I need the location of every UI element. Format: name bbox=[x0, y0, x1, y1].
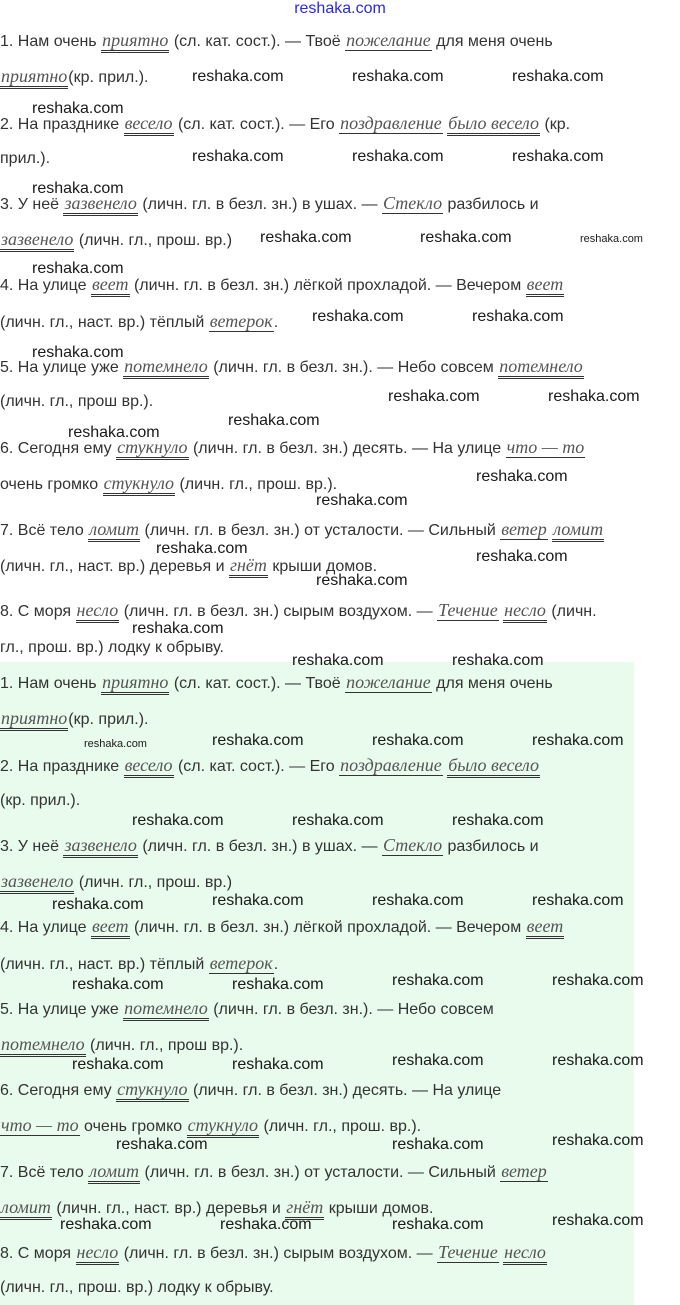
watermark: reshaka.com bbox=[552, 1132, 644, 1149]
watermark: reshaka.com bbox=[52, 896, 144, 913]
watermark: reshaka.com bbox=[512, 68, 604, 85]
sentence-8-line-2 bbox=[0, 1276, 274, 1300]
text: 7. Всё тело bbox=[0, 522, 89, 539]
text: очень громко bbox=[0, 476, 103, 493]
predicate-word: ломит bbox=[88, 519, 140, 542]
watermark: reshaka.com bbox=[232, 976, 324, 993]
watermark: reshaka.com bbox=[132, 812, 224, 829]
watermark: reshaka.com bbox=[312, 308, 404, 325]
text: 6. Сегодня ему bbox=[0, 1082, 117, 1099]
text: (личн. гл. в безл. зн.) сырым воздухом. — bbox=[119, 603, 438, 620]
watermark: reshaka.com bbox=[116, 1136, 208, 1153]
text: (личн. гл., прош. вр.) bbox=[74, 874, 233, 891]
text: (сл. кат. сост.). — Твоё bbox=[169, 675, 346, 692]
predicate-word: приятно bbox=[0, 708, 68, 731]
text: (личн. гл., прош вр.). bbox=[85, 1037, 244, 1054]
watermark: reshaka.com bbox=[32, 260, 124, 277]
text: 8. С моря bbox=[0, 1245, 76, 1262]
text: (личн. bbox=[546, 603, 597, 620]
watermark: reshaka.com bbox=[476, 548, 568, 565]
watermark: reshaka.com bbox=[352, 148, 444, 165]
text: (кр. прил.). bbox=[68, 69, 149, 86]
subject-word: пожелание bbox=[346, 30, 431, 50]
watermark: reshaka.com bbox=[552, 1212, 644, 1229]
text: 3. У неё bbox=[0, 838, 64, 855]
watermark: reshaka.com bbox=[452, 652, 544, 669]
text: для меня очень bbox=[431, 675, 553, 692]
subject-word: что — то bbox=[1, 1115, 79, 1135]
sentence-6-line-1 bbox=[0, 1077, 501, 1103]
predicate-word: несло bbox=[503, 1242, 547, 1265]
text: (кр. прил.). bbox=[0, 792, 81, 809]
predicate-word: зазвенело bbox=[0, 871, 74, 894]
predicate-word: веет bbox=[91, 274, 130, 297]
predicate-word: стукнуло bbox=[103, 473, 175, 496]
watermark: reshaka.com bbox=[372, 732, 464, 749]
sentence-1-line-1 bbox=[0, 670, 553, 696]
text: . bbox=[273, 956, 279, 973]
text: 7. Всё тело bbox=[0, 1164, 89, 1181]
watermark: reshaka.com bbox=[420, 229, 512, 246]
text: 1. Нам очень bbox=[0, 675, 102, 692]
sentence-2-line-2 bbox=[0, 789, 80, 813]
watermark: reshaka.com bbox=[156, 540, 248, 557]
text: 3. У неё bbox=[0, 196, 64, 213]
watermark: reshaka.com bbox=[192, 68, 284, 85]
predicate-word: зазвенело bbox=[0, 229, 74, 252]
predicate-word: гнёт bbox=[285, 1197, 324, 1220]
text: очень громко bbox=[79, 1118, 187, 1135]
text: 4. На улице bbox=[0, 277, 91, 294]
predicate-word: веет bbox=[526, 274, 565, 297]
watermark: reshaka.com bbox=[532, 892, 624, 909]
watermark: reshaka.com bbox=[392, 1216, 484, 1233]
predicate-word: было весело bbox=[447, 755, 540, 778]
predicate-word: приятно bbox=[101, 672, 169, 695]
sentence-7-line-1 bbox=[0, 1159, 548, 1185]
watermark: reshaka.com bbox=[260, 229, 352, 246]
predicate-word: несло bbox=[76, 1242, 120, 1265]
watermark: reshaka.com bbox=[552, 972, 644, 989]
text: 2. На празднике bbox=[0, 116, 124, 133]
watermark: reshaka.com bbox=[192, 148, 284, 165]
watermark: reshaka.com bbox=[212, 892, 304, 909]
text: (сл. кат. сост.). — Его bbox=[173, 116, 340, 133]
watermark: reshaka.com bbox=[72, 976, 164, 993]
subject-word: пожелание bbox=[346, 672, 431, 692]
subject-word: Стекло bbox=[382, 835, 443, 855]
watermark: reshaka.com bbox=[220, 1216, 312, 1233]
text: (личн. гл. в безл. зн.) от усталости. — Сильный bbox=[140, 522, 501, 539]
predicate-word: потемнело bbox=[123, 356, 209, 379]
subject-word: поздравление bbox=[340, 113, 442, 133]
watermark: reshaka.com bbox=[84, 738, 147, 750]
text: (личн. гл., прош вр.). bbox=[0, 393, 154, 410]
subject-word: ветерок bbox=[209, 311, 273, 331]
text: крыши домов. bbox=[324, 1200, 434, 1217]
text: для меня очень bbox=[431, 33, 553, 50]
predicate-word: зазвенело bbox=[63, 835, 137, 858]
text: (личн. гл., наст. вр.) деревья и bbox=[51, 1200, 286, 1217]
watermark: reshaka.com bbox=[392, 972, 484, 989]
predicate-word: несло bbox=[503, 600, 547, 623]
sentence-4-line-1 bbox=[0, 914, 564, 940]
text: разбилось и bbox=[443, 838, 539, 855]
sentence-8-line-1 bbox=[0, 1240, 547, 1266]
watermark: reshaka.com bbox=[292, 652, 384, 669]
subject-word: что — то bbox=[506, 437, 585, 457]
predicate-word: потемнело bbox=[0, 1034, 86, 1057]
text: (личн. гл. в безл. зн.). — Небо совсем bbox=[208, 1001, 494, 1018]
predicate-word: весело bbox=[124, 755, 174, 778]
subject-word: поздравление bbox=[340, 755, 442, 775]
text: (личн. гл., наст. вр.) деревья и bbox=[0, 558, 229, 575]
watermark: reshaka.com bbox=[132, 620, 224, 637]
watermark: reshaka.com bbox=[388, 388, 480, 405]
sentence-3-line-1 bbox=[0, 833, 539, 859]
subject-word: Течение bbox=[438, 600, 498, 620]
watermark: reshaka.com bbox=[32, 100, 124, 117]
watermark: reshaka.com bbox=[228, 412, 320, 429]
watermark: reshaka.com bbox=[316, 492, 408, 509]
text: (сл. кат. сост.). — Твоё bbox=[169, 33, 346, 50]
sentence-5-line-1 bbox=[0, 996, 494, 1022]
text: (кр. прил.). bbox=[68, 711, 149, 728]
text: (личн. гл., прош. вр.) bbox=[74, 232, 233, 249]
watermark: reshaka.com bbox=[72, 1056, 164, 1073]
text: разбилось и bbox=[443, 196, 539, 213]
predicate-word: ломит bbox=[552, 519, 604, 542]
text: 4. На улице bbox=[0, 919, 91, 936]
text: (личн. гл. в безл. зн.) десять. — На улице bbox=[188, 1082, 502, 1099]
text: (личн. гл. в безл. зн.) в ушах. — bbox=[137, 838, 382, 855]
watermark: reshaka.com bbox=[512, 148, 604, 165]
predicate-word: потемнело bbox=[123, 998, 209, 1021]
predicate-word: стукнуло bbox=[116, 437, 188, 460]
watermark: reshaka.com bbox=[472, 308, 564, 325]
watermark: reshaka.com bbox=[476, 468, 568, 485]
text: (личн. гл. в безл. зн.) лёгкой прохладой. — Вечером bbox=[129, 919, 526, 936]
watermark: reshaka.com bbox=[392, 1136, 484, 1153]
subject-word: ветер bbox=[501, 519, 547, 539]
text: 1. Нам очень bbox=[0, 33, 102, 50]
text: (личн. гл. в безл. зн.) десять. — На улице bbox=[188, 440, 506, 457]
predicate-word: весело bbox=[124, 113, 174, 136]
watermark: reshaka.com bbox=[32, 344, 124, 361]
text: (кр. bbox=[540, 116, 571, 133]
watermark: reshaka.com bbox=[580, 233, 643, 245]
watermark: reshaka.com bbox=[452, 812, 544, 829]
watermark: reshaka.com bbox=[60, 1216, 152, 1233]
text: (личн. гл., наст. вр.) тёплый bbox=[0, 956, 209, 973]
text: 5. На улице уже bbox=[0, 1001, 124, 1018]
text: (личн. гл. в безл. зн.). — Небо совсем bbox=[208, 359, 499, 376]
sentence-4-line-2 bbox=[0, 951, 278, 977]
predicate-word: приятно bbox=[0, 66, 68, 89]
predicate-word: зазвенело bbox=[63, 193, 137, 216]
text: крыши домов. bbox=[267, 558, 378, 575]
watermark: reshaka.com bbox=[68, 424, 160, 441]
text: (личн. гл. в безл. зн.) лёгкой прохладой. — Вечером bbox=[129, 277, 526, 294]
watermark: reshaka.com bbox=[316, 572, 408, 589]
text: гл., прош. вр.) лодку к обрыву. bbox=[0, 639, 224, 656]
text: (личн. гл. в безл. зн.) в ушах. — bbox=[137, 196, 382, 213]
predicate-word: несло bbox=[76, 600, 120, 623]
predicate-word: стукнуло bbox=[187, 1115, 259, 1138]
text: (личн. гл., наст. вр.) тёплый bbox=[0, 314, 209, 331]
predicate-word: гнёт bbox=[229, 555, 268, 578]
sentence-6-line-2 bbox=[0, 1113, 421, 1139]
watermark: reshaka.com bbox=[232, 1056, 324, 1073]
subject-word: Течение bbox=[438, 1242, 498, 1262]
subject-word: ветер bbox=[501, 1161, 547, 1181]
text: (личн. гл. в безл. зн.) от усталости. — Сильный bbox=[140, 1164, 501, 1181]
watermark: reshaka.com bbox=[212, 732, 304, 749]
site-link[interactable]: reshaka.com bbox=[294, 0, 386, 17]
text: . bbox=[273, 314, 279, 331]
predicate-word: было весело bbox=[447, 113, 540, 136]
sentence-2-line-1 bbox=[0, 753, 540, 779]
predicate-word: стукнуло bbox=[116, 1079, 188, 1102]
text: 6. Сегодня ему bbox=[0, 440, 117, 457]
watermark: reshaka.com bbox=[548, 388, 640, 405]
watermark: reshaka.com bbox=[532, 732, 624, 749]
predicate-word: веет bbox=[91, 916, 130, 939]
watermark: reshaka.com bbox=[372, 892, 464, 909]
predicate-word: приятно bbox=[101, 30, 169, 53]
text: (личн. гл., прош. вр.) лодку к обрыву. bbox=[0, 1279, 274, 1296]
subject-word: Стекло bbox=[382, 193, 443, 213]
watermark: reshaka.com bbox=[352, 68, 444, 85]
predicate-word: веет bbox=[526, 916, 565, 939]
text: 8. С моря bbox=[0, 603, 76, 620]
watermark: reshaka.com bbox=[32, 180, 124, 197]
sentence-1-line-2 bbox=[0, 706, 148, 732]
watermark: reshaka.com bbox=[392, 1052, 484, 1069]
text: 2. На празднике bbox=[0, 758, 124, 775]
predicate-word: ломит bbox=[88, 1161, 140, 1184]
predicate-word: потемнело bbox=[498, 356, 584, 379]
text: (личн. гл., прош. вр.). bbox=[175, 476, 338, 493]
text: (личн. гл. в безл. зн.) сырым воздухом. — bbox=[119, 1245, 438, 1262]
text: прил.). bbox=[0, 150, 51, 167]
predicate-word: ломит bbox=[0, 1197, 52, 1220]
subject-word: ветерок bbox=[209, 953, 273, 973]
watermark: reshaka.com bbox=[292, 812, 384, 829]
text: 5. На улице уже bbox=[0, 359, 124, 376]
sentence-3-line-2 bbox=[0, 869, 232, 895]
text: (личн. гл., прош. вр.). bbox=[259, 1118, 422, 1135]
text: (сл. кат. сост.). — Его bbox=[173, 758, 340, 775]
watermark: reshaka.com bbox=[552, 1052, 644, 1069]
